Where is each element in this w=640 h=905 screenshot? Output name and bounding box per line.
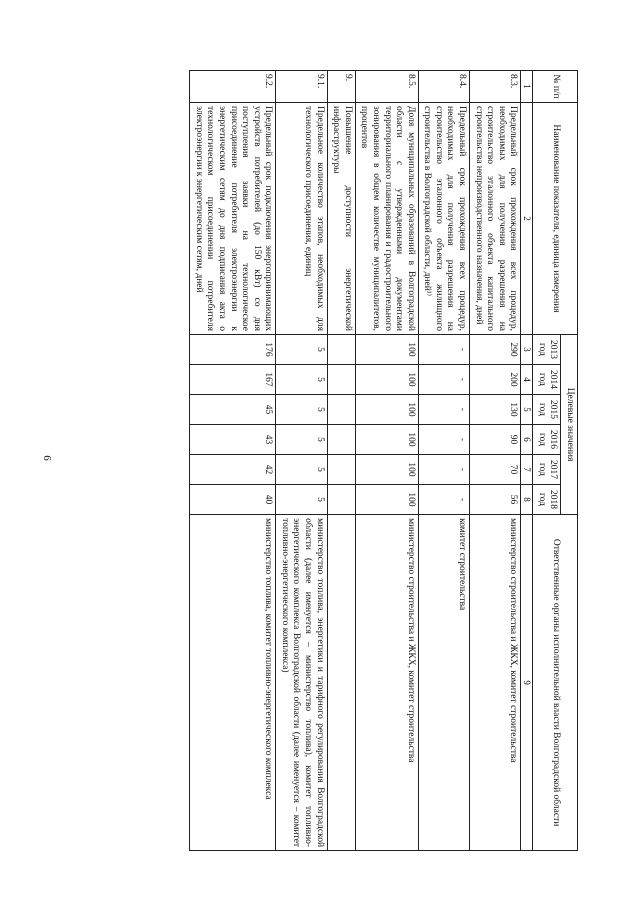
target-value: -	[418, 395, 469, 425]
target-value: 42	[190, 455, 276, 485]
rotated-table-region	[62, 70, 578, 850]
column-index: 5	[521, 395, 533, 425]
indicator-name: Повышение доступности энергетической инфраструктуры	[327, 103, 355, 335]
table-row	[418, 71, 469, 851]
header-indicator-name: Наименование показателя, единица измерения	[533, 103, 578, 335]
row-number: 9.	[327, 71, 355, 103]
table-row	[276, 71, 327, 851]
target-value: 100	[355, 425, 418, 455]
target-value: 130	[469, 395, 520, 425]
target-value: 100	[355, 365, 418, 395]
column-index: 8	[521, 485, 533, 515]
column-index: 4	[521, 365, 533, 395]
column-index: 6	[521, 425, 533, 455]
target-value: 5	[276, 365, 327, 395]
indicator-name: Предельный срок прохождения всех процедур, необходимых для получения разрешения на строительство эталонного объекта капитального строительства непроизводственного назначения, дней	[469, 103, 520, 335]
target-indicators-table	[189, 70, 578, 851]
column-index: 7	[521, 455, 533, 485]
target-value: 100	[355, 485, 418, 515]
header-year: 2015 год	[533, 395, 561, 425]
target-value: 56	[469, 485, 520, 515]
header-number: № п/п	[533, 71, 578, 103]
table-row	[190, 71, 276, 851]
target-value: 70	[469, 455, 520, 485]
target-value: -	[418, 365, 469, 395]
responsible-bodies: министерство топлива, комитет топливно-энергетического комплекса	[190, 515, 276, 851]
target-value: 100	[355, 395, 418, 425]
column-index: 1	[521, 71, 533, 103]
header-year: 2016 год	[533, 425, 561, 455]
target-value: 100	[355, 335, 418, 365]
target-value: -	[418, 335, 469, 365]
row-number: 8.5.	[355, 71, 418, 103]
column-index: 2	[521, 103, 533, 335]
indicator-name: Доля муниципальных образований в Волгоградской области с утвержденными документами территориального планирования и градостроительного зонирования в общем количестве муниципалитетов, процентов	[355, 103, 418, 335]
responsible-bodies: министерство строительства и ЖКХ, комитет строительства	[355, 515, 418, 851]
target-value: 40	[190, 485, 276, 515]
target-value: 5	[276, 395, 327, 425]
target-value: 200	[469, 365, 520, 395]
target-value: 290	[469, 335, 520, 365]
target-value: 176	[190, 335, 276, 365]
row-number: 9.2.	[190, 71, 276, 103]
target-value: -	[418, 425, 469, 455]
target-value: 167	[190, 365, 276, 395]
row-number: 8.3.	[469, 71, 520, 103]
target-value: 43	[190, 425, 276, 455]
target-value	[327, 485, 355, 515]
column-index: 3	[521, 335, 533, 365]
table-row	[355, 71, 418, 851]
responsible-bodies: министерство строительства и ЖКХ, комитет строительства	[469, 515, 520, 851]
row-number: 9.1.	[276, 71, 327, 103]
indicator-name: Предельное количество этапов, необходимых для технологического присоединения, единиц	[276, 103, 327, 335]
header-year: 2014 год	[533, 365, 561, 395]
responsible-bodies	[327, 515, 355, 851]
table-row	[327, 71, 355, 851]
row-number: 8.4.	[418, 71, 469, 103]
target-value	[327, 335, 355, 365]
target-value: 90	[469, 425, 520, 455]
target-value	[327, 425, 355, 455]
header-year: 2013 год	[533, 335, 561, 365]
target-value: -	[418, 485, 469, 515]
table-body	[190, 71, 521, 851]
target-value	[327, 365, 355, 395]
header-responsible-bodies: Ответственные органы исполнительной власти Волгоградской области	[533, 515, 578, 851]
page-number: 6	[40, 455, 53, 461]
header-year: 2018 год	[533, 485, 561, 515]
target-value	[327, 395, 355, 425]
header-target-values: Целевые значения	[561, 335, 578, 515]
responsible-bodies: министерство топлива, энергетики и тарифного регулирования Волгоградской области (далее именуется – министерство топлива), комитет топливно-энергетического комплекса Волгоградской области (далее именуется – комитет топливно-энергетического комплекса)	[276, 515, 327, 851]
table-row	[469, 71, 520, 851]
column-index: 9	[521, 515, 533, 851]
target-value: -	[418, 455, 469, 485]
indicator-name: Предельный срок подключения энергопринимающих устройств потребителей (до 150 кВт) со дня поступления заявки на технологическое присоединение потребителя электроэнергии к энергетическим сетям до дня подписания акта о технологическом присоединении потребителя электроэнергии к энергетическим сетям, дней	[190, 103, 276, 335]
header-year: 2017 год	[533, 455, 561, 485]
target-value: 5	[276, 455, 327, 485]
target-value: 100	[355, 455, 418, 485]
target-value: 5	[276, 335, 327, 365]
target-value: 5	[276, 425, 327, 455]
target-value: 5	[276, 485, 327, 515]
indicator-name: Предельный срок прохождения всех процедур, необходимых для получения разрешения на строительство эталонного объекта жилищного строительства в Волгоградской области, дней¹⁾	[418, 103, 469, 335]
target-value	[327, 455, 355, 485]
target-value: 45	[190, 395, 276, 425]
responsible-bodies: комитет строительства	[418, 515, 469, 851]
